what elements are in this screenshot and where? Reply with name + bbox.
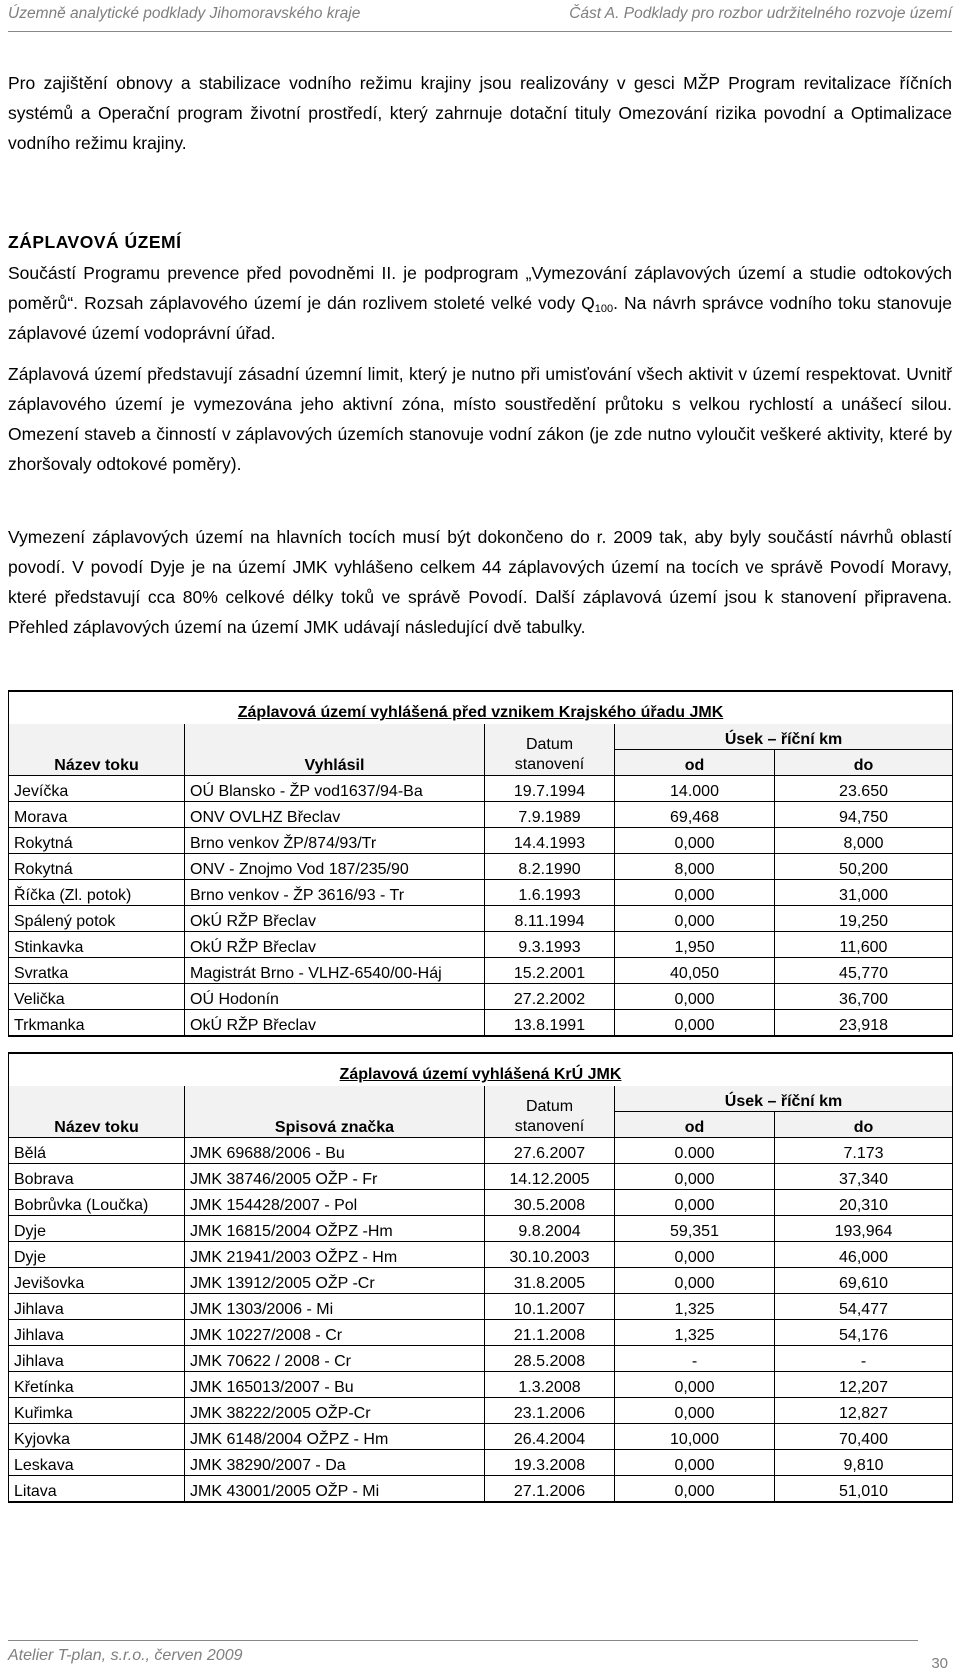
cell-km-to: 19,250 [775,906,953,932]
table2-body [9,1138,953,1503]
cell-date: 23.1.2006 [485,1398,615,1424]
table-row [9,1346,953,1372]
table-row [9,1398,953,1424]
table-row [9,1216,953,1242]
table-row [9,958,953,984]
cell-authority: OÚ Hodonín [185,984,485,1010]
table-row [9,880,953,906]
cell-date: 8.2.1990 [485,854,615,880]
cell-authority: JMK 154428/2007 - Pol [185,1190,485,1216]
cell-km-from: 0,000 [615,1242,775,1268]
cell-km-to: 54,176 [775,1320,953,1346]
paragraph-1-subscript: 100 [594,303,614,315]
table2-title-text: Záplavová území vyhlášená KrÚ JMK [339,1066,622,1083]
cell-km-from: 0,000 [615,1398,775,1424]
footer-text: Atelier T-plan, s.r.o., červen 2009 [8,1647,243,1664]
cell-name: Bobrůvka (Loučka) [9,1190,185,1216]
table2-header-date [485,1086,615,1138]
cell-km-to: 50,200 [775,854,953,880]
cell-date: 27.6.2007 [485,1138,615,1164]
table-row [9,1450,953,1476]
cell-km-from: 0,000 [615,1372,775,1398]
cell-km-from: 0,000 [615,880,775,906]
cell-km-to: 54,477 [775,1294,953,1320]
table-row [9,1268,953,1294]
table1-title [9,691,953,724]
cell-authority: OÚ Blansko - ŽP vod1637/94-Ba [185,776,485,802]
table1-header-name: Název toku [9,724,185,776]
cell-km-to: 94,750 [775,802,953,828]
cell-name: Dyje [9,1242,185,1268]
table1-header-section: Úsek – říční km [615,724,953,750]
cell-date: 10.1.2007 [485,1294,615,1320]
table2-header-to: do [775,1112,953,1138]
paragraph-1-text: Součástí Programu prevence před povodněmi II. je podprogram „Vymezování záplavových území a studie odtokových poměrů“. Rozsah záplavového území je dán rozlivem stoleté velké vody Q [8,263,952,313]
paragraph-1-text-end: . Na návrh správce vodního toku stanovuje záplavové území vodoprávní úřad. [8,293,952,343]
table1-title-text: Záplavová území vyhlášená před vznikem Krajského úřadu JMK [237,704,724,721]
cell-authority: OkÚ RŽP Břeclav [185,932,485,958]
floodplain-table-kru [8,1052,953,1503]
cell-km-to: 45,770 [775,958,953,984]
cell-authority: OkÚ RŽP Břeclav [185,906,485,932]
cell-km-to: 51,010 [775,1476,953,1503]
table2-header-name: Název toku [9,1086,185,1138]
cell-date: 27.2.2002 [485,984,615,1010]
cell-date: 15.2.2001 [485,958,615,984]
table1-header-authority: Vyhlásil [185,724,485,776]
cell-km-to: 69,610 [775,1268,953,1294]
cell-authority: Brno venkov - ŽP 3616/93 - Tr [185,880,485,906]
cell-km-to: 23,918 [775,1010,953,1037]
cell-km-from: 59,351 [615,1216,775,1242]
cell-date: 19.3.2008 [485,1450,615,1476]
cell-name: Morava [9,802,185,828]
table-row [9,1294,953,1320]
cell-date: 14.4.1993 [485,828,615,854]
table1-body [9,776,953,1037]
cell-km-to: 12,207 [775,1372,953,1398]
table1-header-to: do [775,750,953,776]
cell-name: Trkmanka [9,1010,185,1037]
cell-name: Litava [9,1476,185,1503]
cell-name: Bělá [9,1138,185,1164]
cell-name: Jihlava [9,1294,185,1320]
header-right-text: Část A. Podklady pro rozbor udržitelného rozvoje území [569,5,952,22]
cell-km-from: 1,325 [615,1294,775,1320]
cell-km-from: 0,000 [615,1190,775,1216]
cell-date: 21.1.2008 [485,1320,615,1346]
cell-km-from: 0,000 [615,1450,775,1476]
cell-authority: JMK 16815/2004 OŽPZ -Hm [185,1216,485,1242]
table-row [9,906,953,932]
cell-authority: JMK 43001/2005 OŽP - Mi [185,1476,485,1503]
cell-km-from: 0.000 [615,1138,775,1164]
table-row [9,984,953,1010]
cell-date: 9.3.1993 [485,932,615,958]
cell-name: Jevíčka [9,776,185,802]
cell-name: Kuřimka [9,1398,185,1424]
cell-authority: JMK 10227/2008 - Cr [185,1320,485,1346]
table1-header-date-line2: stanovení [514,756,585,773]
cell-authority: JMK 6148/2004 OŽPZ - Hm [185,1424,485,1450]
cell-date: 19.7.1994 [485,776,615,802]
cell-km-to: 37,340 [775,1164,953,1190]
table1-header-date [485,724,615,776]
cell-authority: JMK 38222/2005 OŽP-Cr [185,1398,485,1424]
table1-header-date-line1: Datum [525,736,574,753]
cell-km-to: 9,810 [775,1450,953,1476]
cell-name: Křetínka [9,1372,185,1398]
cell-authority: Magistrát Brno - VLHZ-6540/00-Háj [185,958,485,984]
cell-name: Jihlava [9,1346,185,1372]
cell-date: 31.8.2005 [485,1268,615,1294]
cell-date: 1.3.2008 [485,1372,615,1398]
cell-name: Bobrava [9,1164,185,1190]
cell-authority: Brno venkov ŽP/874/93/Tr [185,828,485,854]
cell-km-from: 0,000 [615,906,775,932]
table-row [9,1010,953,1037]
table-row [9,1424,953,1450]
table-row [9,932,953,958]
cell-name: Svratka [9,958,185,984]
cell-km-from: - [615,1346,775,1372]
cell-name: Dyje [9,1216,185,1242]
table2-header-date-line1: Datum [525,1098,574,1115]
cell-km-to: 20,310 [775,1190,953,1216]
section-heading: ZÁPLAVOVÁ ÚZEMÍ [8,232,182,252]
cell-km-to: 12,827 [775,1398,953,1424]
cell-date: 30.5.2008 [485,1190,615,1216]
cell-km-from: 0,000 [615,984,775,1010]
table-row [9,854,953,880]
cell-km-to: 70,400 [775,1424,953,1450]
cell-km-to: 193,964 [775,1216,953,1242]
table2-title [9,1053,953,1086]
cell-km-to: 8,000 [775,828,953,854]
cell-km-to: 7.173 [775,1138,953,1164]
cell-date: 14.12.2005 [485,1164,615,1190]
table-row [9,1190,953,1216]
table-row [9,1164,953,1190]
table-row [9,1476,953,1503]
cell-name: Rokytná [9,828,185,854]
cell-authority: JMK 21941/2003 OŽPZ - Hm [185,1242,485,1268]
cell-date: 13.8.1991 [485,1010,615,1037]
table-row [9,1138,953,1164]
cell-authority: JMK 165013/2007 - Bu [185,1372,485,1398]
cell-km-from: 1,325 [615,1320,775,1346]
cell-km-from: 0,000 [615,1010,775,1037]
cell-authority: OkÚ RŽP Břeclav [185,1010,485,1037]
cell-km-to: 46,000 [775,1242,953,1268]
cell-authority: JMK 70622 / 2008 - Cr [185,1346,485,1372]
cell-date: 28.5.2008 [485,1346,615,1372]
cell-km-to: 31,000 [775,880,953,906]
cell-authority: JMK 69688/2006 - Bu [185,1138,485,1164]
cell-km-to: 36,700 [775,984,953,1010]
cell-km-from: 69,468 [615,802,775,828]
cell-authority: ONV - Znojmo Vod 187/235/90 [185,854,485,880]
cell-authority: JMK 38746/2005 OŽP - Fr [185,1164,485,1190]
cell-date: 1.6.1993 [485,880,615,906]
table-row [9,776,953,802]
table1-header-from: od [615,750,775,776]
cell-name: Jevišovka [9,1268,185,1294]
cell-km-to: - [775,1346,953,1372]
paragraph-2: Záplavová území představují zásadní územní limit, který je nutno při umisťování všech aktivit v území respektovat. Uvnitř záplavového území je vymezována jeho aktivní zóna, místo soustředění průtoku s velkou rychlostí a unášecí silou. Omezení staveb a činností v záplavových územích stanovuje vodní zákon (je zde nutno vyloučit veškeré aktivity, které by zhoršovaly odtokové poměry). [8,364,952,474]
paragraph-1 [8,258,952,348]
cell-name: Kyjovka [9,1424,185,1450]
page-header [8,3,952,32]
table2-header-from: od [615,1112,775,1138]
cell-km-from: 1,950 [615,932,775,958]
cell-km-from: 0,000 [615,1476,775,1503]
page-number: 30 [931,1655,948,1672]
cell-name: Rokytná [9,854,185,880]
cell-date: 26.4.2004 [485,1424,615,1450]
table-row [9,802,953,828]
cell-km-to: 11,600 [775,932,953,958]
cell-authority: JMK 1303/2006 - Mi [185,1294,485,1320]
cell-km-from: 0,000 [615,828,775,854]
cell-km-from: 14.000 [615,776,775,802]
intro-paragraph: Pro zajištění obnovy a stabilizace vodního režimu krajiny jsou realizovány v gesci MŽP Program revitalizace říčních systémů a Operační program životní prostředí, který zahrnuje dotační tituly Omezování rizika povodní a Optimalizace vodního režimu krajiny. [8,73,952,153]
cell-authority: JMK 13912/2005 OŽP -Cr [185,1268,485,1294]
table2-header-date-line2: stanovení [514,1118,585,1135]
cell-km-from: 0,000 [615,1164,775,1190]
cell-name: Velička [9,984,185,1010]
cell-date: 8.11.1994 [485,906,615,932]
cell-km-from: 8,000 [615,854,775,880]
cell-name: Jihlava [9,1320,185,1346]
cell-authority: ONV OVLHZ Břeclav [185,802,485,828]
cell-date: 27.1.2006 [485,1476,615,1503]
table-row [9,1320,953,1346]
cell-km-from: 40,050 [615,958,775,984]
cell-km-to: 23.650 [775,776,953,802]
header-left-text: Územně analytické podklady Jihomoravského kraje [8,5,361,22]
cell-name: Leskava [9,1450,185,1476]
table-row [9,1242,953,1268]
table2-header-section: Úsek – říční km [615,1086,953,1112]
cell-authority: JMK 38290/2007 - Da [185,1450,485,1476]
cell-date: 9.8.2004 [485,1216,615,1242]
cell-date: 30.10.2003 [485,1242,615,1268]
table-row [9,828,953,854]
cell-name: Spálený potok [9,906,185,932]
cell-km-from: 0,000 [615,1268,775,1294]
cell-date: 7.9.1989 [485,802,615,828]
cell-name: Říčka (Zl. potok) [9,880,185,906]
table-row [9,1372,953,1398]
cell-km-from: 10,000 [615,1424,775,1450]
paragraph-3: Vymezení záplavových území na hlavních tocích musí být dokončeno do r. 2009 tak, aby byly součástí návrhů oblastí povodí. V povodí Dyje je na území JMK vyhlášeno celkem 44 záplavových území na tocích ve správě Povodí Moravy, které představují cca 80% celkové délky toků ve správě Povodí. Další záplavová území jsou k stanovení připravena. Přehled záplavových území na území JMK udávají následující dvě tabulky. [8,527,952,637]
cell-name: Stinkavka [9,932,185,958]
floodplain-table-pre-kru [8,690,953,1037]
footer-divider [8,1640,918,1641]
table2-header-authority: Spisová značka [185,1086,485,1138]
